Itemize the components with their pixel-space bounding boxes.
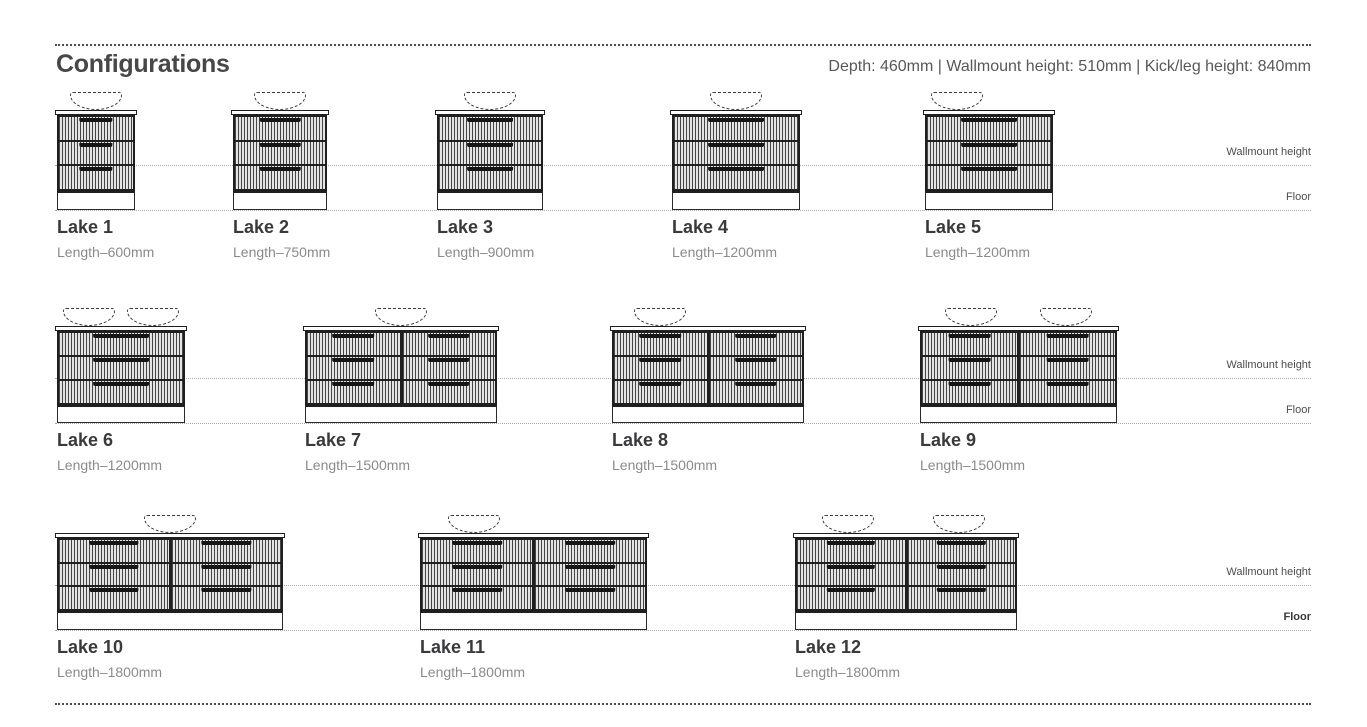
floor-line-row3 — [55, 630, 1311, 631]
drawer-handle — [639, 334, 681, 338]
basin-outline — [63, 308, 115, 326]
bottom-dotted-border — [55, 703, 1311, 705]
basin-outline — [70, 92, 122, 110]
fluted-drawer-front — [59, 333, 183, 355]
basin-outline — [127, 308, 179, 326]
cabinet-body — [437, 115, 543, 191]
fluted-drawer-front — [422, 540, 532, 562]
fluted-drawer-front — [59, 562, 169, 586]
kick-plinth — [305, 405, 497, 423]
config-length: Length–750mm — [233, 244, 331, 260]
drawer-handle — [428, 358, 470, 362]
config-name: Lake 10 — [57, 637, 124, 657]
drawer-handle — [332, 382, 374, 386]
config-length: Length–1200mm — [57, 457, 163, 473]
drawer-handle — [260, 143, 301, 147]
kick-plinth — [437, 191, 543, 210]
fluted-drawer-front — [797, 540, 905, 562]
drawer-handle — [948, 382, 991, 386]
drawer-column — [169, 540, 282, 609]
drawer-handle — [565, 588, 615, 592]
fluted-drawer-front — [235, 140, 325, 165]
wallmount-height-label-row3: Wallmount height — [1226, 566, 1311, 578]
fluted-drawer-front — [59, 585, 169, 609]
floor-line-row2 — [55, 423, 1311, 424]
config-length: Length–1800mm — [420, 664, 526, 680]
config-length: Length–1500mm — [305, 457, 411, 473]
basin-outline — [144, 515, 196, 533]
fluted-drawer-front — [59, 140, 133, 165]
benchtop — [303, 326, 499, 331]
drawer-handle — [708, 143, 764, 147]
fluted-drawer-front — [535, 540, 645, 562]
drawer-column — [674, 117, 798, 189]
drawer-handle — [948, 334, 991, 338]
fluted-drawer-front — [439, 164, 541, 189]
drawer-handle — [948, 358, 991, 362]
drawer-handle — [1046, 382, 1089, 386]
config-name: Lake 1 — [57, 217, 114, 237]
drawer-handle — [827, 565, 875, 569]
fluted-drawer-front — [59, 164, 133, 189]
fluted-drawer-front — [403, 333, 496, 355]
fluted-drawer-front — [927, 117, 1051, 140]
fluted-drawer-front — [307, 333, 400, 355]
cabinet-body — [795, 538, 1017, 611]
floor-label-row3: Floor — [1283, 611, 1311, 623]
kick-plinth — [925, 191, 1053, 210]
config-length: Length–1200mm — [925, 244, 1031, 260]
fluted-drawer-front — [403, 355, 496, 379]
cabinet-body — [305, 331, 497, 405]
drawer-handle — [93, 382, 149, 386]
fluted-drawer-front — [797, 562, 905, 586]
config-name: Lake 6 — [57, 430, 114, 450]
drawer-handle — [202, 588, 251, 592]
benchtop — [793, 533, 1019, 538]
drawer-handle — [332, 358, 374, 362]
fluted-drawer-front — [614, 379, 707, 403]
cabinet-body — [672, 115, 800, 191]
drawer-handle — [79, 118, 112, 122]
drawer-handle — [961, 167, 1017, 171]
drawer-column — [400, 333, 496, 403]
config-name: Lake 5 — [925, 217, 982, 237]
benchtop — [55, 533, 285, 538]
basin-outline — [945, 308, 997, 326]
fluted-drawer-front — [172, 540, 282, 562]
kick-plinth — [233, 191, 327, 210]
fluted-drawer-front — [908, 562, 1016, 586]
config-length: Length–1500mm — [920, 457, 1026, 473]
fluted-drawer-front — [927, 164, 1051, 189]
drawer-column — [797, 540, 905, 609]
fluted-drawer-front — [535, 562, 645, 586]
basin-outline — [822, 515, 874, 533]
drawer-column — [614, 333, 707, 403]
config-name: Lake 8 — [612, 430, 669, 450]
drawer-handle — [1046, 358, 1089, 362]
fluted-drawer-front — [908, 585, 1016, 609]
fluted-drawer-front — [59, 540, 169, 562]
drawer-handle — [827, 541, 875, 545]
benchtop — [418, 533, 649, 538]
config-length: Length–1800mm — [795, 664, 901, 680]
fluted-drawer-front — [710, 333, 803, 355]
fluted-drawer-front — [307, 379, 400, 403]
cabinet-body — [233, 115, 327, 191]
config-length: Length–1800mm — [57, 664, 163, 680]
cabinet-body — [57, 538, 283, 611]
drawer-column — [922, 333, 1017, 403]
drawer-column — [532, 540, 645, 609]
drawer-column — [905, 540, 1016, 609]
drawer-handle — [961, 118, 1017, 122]
fluted-drawer-front — [922, 379, 1017, 403]
kick-plinth — [920, 405, 1117, 423]
fluted-drawer-front — [422, 562, 532, 586]
config-name: Lake 12 — [795, 637, 862, 657]
dimension-specs-text: Depth: 460mm | Wallmount height: 510mm | Kick/leg height: 840mm — [828, 58, 1311, 75]
fluted-drawer-front — [674, 140, 798, 165]
benchtop — [435, 110, 545, 115]
fluted-drawer-front — [172, 562, 282, 586]
fluted-drawer-front — [1020, 355, 1115, 379]
fluted-drawer-front — [439, 140, 541, 165]
benchtop — [55, 110, 137, 115]
drawer-handle — [961, 143, 1017, 147]
basin-outline — [710, 92, 762, 110]
cabinet-body — [612, 331, 804, 405]
fluted-drawer-front — [674, 164, 798, 189]
benchtop — [610, 326, 806, 331]
drawer-handle — [202, 565, 251, 569]
basin-outline — [634, 308, 686, 326]
drawer-handle — [1046, 334, 1089, 338]
fluted-drawer-front — [927, 140, 1051, 165]
fluted-drawer-front — [172, 585, 282, 609]
basin-outline — [448, 515, 500, 533]
drawer-column — [707, 333, 803, 403]
config-name: Lake 9 — [920, 430, 977, 450]
fluted-drawer-front — [235, 117, 325, 140]
config-name: Lake 3 — [437, 217, 494, 237]
cabinet-body — [420, 538, 647, 611]
drawer-handle — [708, 118, 764, 122]
drawer-handle — [89, 588, 138, 592]
config-length: Length–900mm — [437, 244, 535, 260]
drawer-handle — [467, 143, 513, 147]
config-name: Lake 4 — [672, 217, 729, 237]
drawer-column — [59, 117, 133, 189]
fluted-drawer-front — [403, 379, 496, 403]
fluted-drawer-front — [1020, 333, 1115, 355]
floor-line-row1 — [55, 210, 1311, 211]
drawer-handle — [452, 565, 502, 569]
drawer-handle — [79, 167, 112, 171]
drawer-handle — [735, 382, 777, 386]
basin-outline — [254, 92, 306, 110]
fluted-drawer-front — [59, 379, 183, 403]
drawer-handle — [452, 588, 502, 592]
drawer-handle — [639, 382, 681, 386]
fluted-drawer-front — [922, 333, 1017, 355]
drawer-handle — [565, 565, 615, 569]
drawer-handle — [260, 118, 301, 122]
drawer-handle — [260, 167, 301, 171]
drawer-handle — [639, 358, 681, 362]
floor-label-row1: Floor — [1285, 191, 1311, 203]
fluted-drawer-front — [1020, 379, 1115, 403]
fluted-drawer-front — [235, 164, 325, 189]
drawer-handle — [93, 358, 149, 362]
cabinet-body — [920, 331, 1117, 405]
fluted-drawer-front — [59, 355, 183, 379]
drawer-handle — [467, 118, 513, 122]
config-length: Length–1500mm — [612, 457, 718, 473]
fluted-drawer-front — [614, 355, 707, 379]
drawer-handle — [89, 565, 138, 569]
basin-outline — [933, 515, 985, 533]
cabinet-body — [57, 331, 185, 405]
kick-plinth — [420, 611, 647, 630]
page-title: Configurations — [56, 50, 230, 78]
drawer-handle — [937, 588, 985, 592]
drawer-column — [59, 540, 169, 609]
drawer-handle — [735, 334, 777, 338]
fluted-drawer-front — [674, 117, 798, 140]
drawer-handle — [452, 541, 502, 545]
fluted-drawer-front — [422, 585, 532, 609]
fluted-drawer-front — [710, 379, 803, 403]
drawer-column — [422, 540, 532, 609]
drawer-column — [439, 117, 541, 189]
basin-outline — [1040, 308, 1092, 326]
drawer-handle — [428, 382, 470, 386]
fluted-drawer-front — [59, 117, 133, 140]
config-name: Lake 7 — [305, 430, 362, 450]
drawer-column — [927, 117, 1051, 189]
drawer-handle — [467, 167, 513, 171]
drawer-handle — [937, 565, 985, 569]
kick-plinth — [57, 611, 283, 630]
fluted-drawer-front — [797, 585, 905, 609]
basin-outline — [375, 308, 427, 326]
drawer-handle — [79, 143, 112, 147]
kick-plinth — [795, 611, 1017, 630]
fluted-drawer-front — [307, 355, 400, 379]
cabinet-body — [925, 115, 1053, 191]
fluted-drawer-front — [922, 355, 1017, 379]
drawer-handle — [93, 334, 149, 338]
fluted-drawer-front — [908, 540, 1016, 562]
kick-plinth — [57, 191, 135, 210]
kick-plinth — [57, 405, 185, 423]
fluted-drawer-front — [535, 585, 645, 609]
benchtop — [231, 110, 329, 115]
benchtop — [670, 110, 802, 115]
config-name: Lake 2 — [233, 217, 290, 237]
fluted-drawer-front — [439, 117, 541, 140]
drawer-column — [235, 117, 325, 189]
fluted-drawer-front — [614, 333, 707, 355]
drawer-handle — [332, 334, 374, 338]
drawer-handle — [937, 541, 985, 545]
top-dotted-border — [55, 44, 1311, 46]
drawer-column — [307, 333, 400, 403]
benchtop — [55, 326, 187, 331]
drawer-handle — [827, 588, 875, 592]
drawer-handle — [428, 334, 470, 338]
config-length: Length–600mm — [57, 244, 155, 260]
drawer-column — [1017, 333, 1115, 403]
config-length: Length–1200mm — [672, 244, 778, 260]
drawer-handle — [708, 167, 764, 171]
basin-outline — [931, 92, 983, 110]
drawer-handle — [565, 541, 615, 545]
wallmount-height-label-row2: Wallmount height — [1226, 359, 1311, 371]
basin-outline — [464, 92, 516, 110]
drawer-handle — [735, 358, 777, 362]
fluted-drawer-front — [710, 355, 803, 379]
wallmount-height-label-row1: Wallmount height — [1226, 146, 1311, 158]
drawer-column — [59, 333, 183, 403]
config-name: Lake 11 — [420, 637, 486, 657]
floor-label-row2: Floor — [1285, 404, 1311, 416]
drawer-handle — [202, 541, 251, 545]
benchtop — [923, 110, 1055, 115]
cabinet-body — [57, 115, 135, 191]
benchtop — [918, 326, 1119, 331]
drawer-handle — [89, 541, 138, 545]
kick-plinth — [612, 405, 804, 423]
kick-plinth — [672, 191, 800, 210]
